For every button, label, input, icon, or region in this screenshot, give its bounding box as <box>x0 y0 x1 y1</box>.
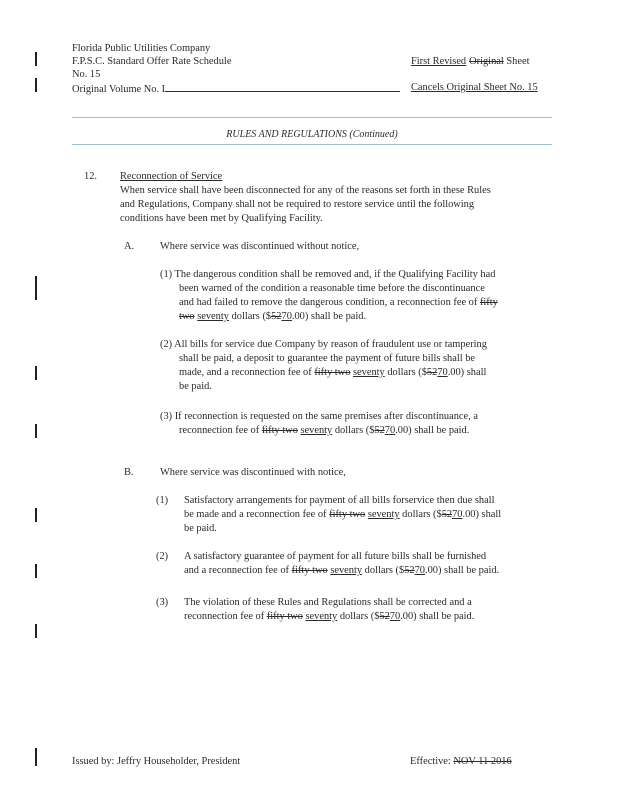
struck-text: fifty two <box>261 425 298 436</box>
inserted-text: seventy <box>197 311 229 322</box>
revision-bar <box>35 78 37 92</box>
paragraph-number: (2) <box>156 551 169 562</box>
volume-number: Original Volume No. I <box>72 81 400 97</box>
blank-line <box>165 81 400 92</box>
revision-bar <box>35 276 37 300</box>
sheet-revision: First Revised Original Sheet <box>411 56 530 67</box>
intro-line: When service shall have been disconnected for any of the reasons set forth in these Rules <box>120 185 491 196</box>
paragraph-number: (1) <box>156 495 169 506</box>
intro-line: and Regulations, Company shall not be required to restore service until the following <box>120 199 475 210</box>
inserted-text: 70 <box>414 565 425 576</box>
rate-schedule: F.P.S.C. Standard Offer Rate Schedule <box>72 56 232 67</box>
intro-line: conditions have been met by Qualifying Facility. <box>120 213 323 224</box>
schedule-number: No. 15 <box>72 69 101 80</box>
inserted-text: 70 <box>452 509 463 520</box>
title-rule <box>72 144 552 145</box>
item-heading: Reconnection of Service <box>120 171 223 182</box>
struck-text: 52 <box>379 611 390 622</box>
struck-text: fifty two <box>329 509 366 520</box>
struck-text: 52 <box>441 509 453 520</box>
inserted-text: 70 <box>389 611 401 622</box>
subsection-heading: Where service was discontinued without notice, <box>160 241 360 252</box>
struck-text: 52 <box>374 425 385 436</box>
struck-text: Original <box>469 56 504 67</box>
inserted-text: seventy <box>300 425 333 436</box>
revision-bar <box>35 564 37 578</box>
revision-bar <box>35 52 37 66</box>
cancels-sheet: Cancels Original Sheet No. 15 <box>411 82 538 93</box>
struck-text: 52 <box>271 311 282 322</box>
item-number: 12. <box>84 171 97 182</box>
struck-text: 52 <box>426 367 438 378</box>
paragraph-number: (3) <box>156 597 169 608</box>
inserted-text: 70 <box>281 311 292 322</box>
effective-date: Effective: NOV 11 2016 <box>410 756 512 767</box>
revision-bar <box>35 748 37 766</box>
inserted-text: seventy <box>305 611 338 622</box>
struck-text: fifty two <box>314 367 351 378</box>
inserted-text: 70 <box>437 367 448 378</box>
company-name: Florida Public Utilities Company <box>72 43 211 54</box>
revision-bar <box>35 366 37 380</box>
inserted-text: 70 <box>384 425 396 436</box>
header-rule <box>72 117 552 118</box>
struck-text: two <box>179 311 195 322</box>
subsection-heading: Where service was discontinued with notice, <box>160 467 346 478</box>
subsection-letter: A. <box>124 241 135 252</box>
revision-bar <box>35 624 37 638</box>
inserted-text: seventy <box>367 509 400 520</box>
subsection-letter: B. <box>124 467 134 478</box>
struck-text: NOV 11 2016 <box>453 756 512 767</box>
revision-bar <box>35 508 37 522</box>
struck-text: fifty <box>479 297 498 308</box>
revision-bar <box>35 424 37 438</box>
struck-text: fifty two <box>291 565 328 576</box>
struck-text: fifty two <box>266 611 303 622</box>
issued-by: Issued by: Jeffry Householder, President <box>72 756 241 767</box>
inserted-text: seventy <box>353 367 385 378</box>
section-title: RULES AND REGULATIONS (Continued) <box>226 129 398 140</box>
inserted-text: seventy <box>330 565 363 576</box>
struck-text: 52 <box>404 565 415 576</box>
